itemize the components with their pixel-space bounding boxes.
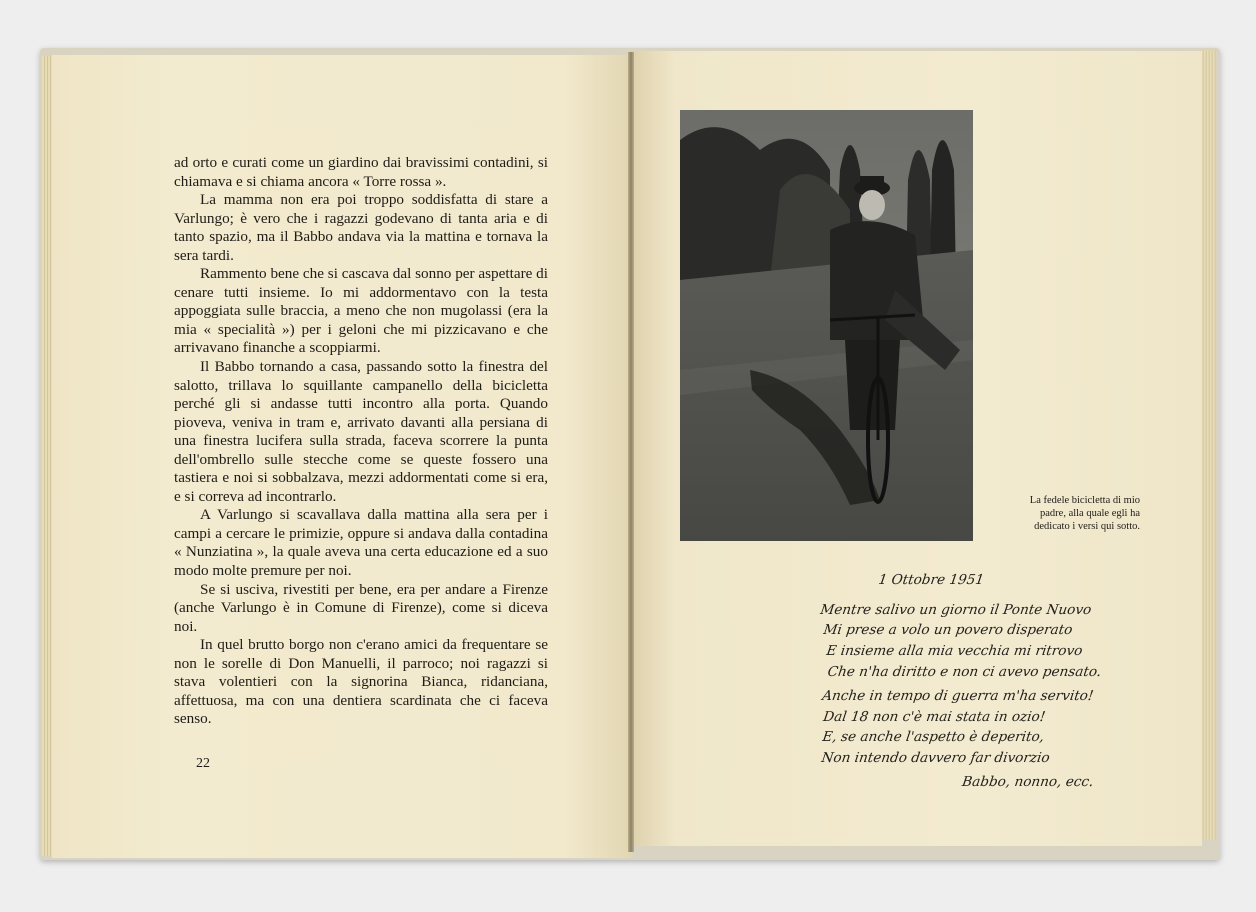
verse-line: Mentre salivo un giorno il Ponte Nuovo (819, 602, 1093, 618)
page-number: 22 (196, 756, 210, 771)
verse-line: Non intendo davvero far divorzio (820, 750, 1051, 766)
paragraph: La mamma non era poi troppo soddisfatta di stare a Varlungo; è vero che i ragazzi godevano di tanta aria e di tanto spazio, ma il Babbo andava via la mattina e tornava la sera tardi. (174, 191, 548, 264)
paragraph: ad orto e curati come un giardino dai bravissimi contadini, si chiamava e si chiama ancora « Torre rossa ». (174, 154, 548, 190)
photo-caption (990, 494, 1140, 533)
body-text (174, 154, 548, 729)
bicycle-photo (680, 110, 973, 541)
paragraph: Rammento bene che si cascava dal sonno per aspettare di cenare tutti insieme. Io mi addormentavo con la testa appoggiata sulle braccia, a meno che non mugolassi (era la mia « specialità ») per i geloni che mi pizzicavano e che arrivavano finanche a scoppiarmi. (174, 265, 548, 357)
verse-line: Dal 18 non c'è mai stata in ozio! (822, 709, 1047, 725)
paragraph: In quel brutto borgo non c'erano amici da frequentare se non le sorelle di Don Manuelli, il parroco; noi ragazzi si stava volentieri con la signorina Bianca, ridanciana, affettuosa, ma con una dentiera scardinata che ci faceva senso. (174, 636, 548, 728)
verse-line: Che n'ha diritto e non ci avevo pensato. (826, 664, 1103, 680)
caption-line: padre, alla quale egli ha (1040, 508, 1140, 519)
book-gutter (628, 52, 634, 852)
verse-signature: Babbo, nonno, ecc. (961, 774, 1095, 790)
handwritten-date: 1 Ottobre 1951 (877, 572, 986, 588)
verse-line: E, se anche l'aspetto è deperito, (821, 729, 1046, 745)
verse-line: Anche in tempo di guerra m'ha servito! (821, 688, 1095, 704)
verse-line: Mi prese a volo un povero disperato (822, 622, 1074, 638)
paragraph: Se si usciva, rivestiti per bene, era per andare a Firenze (anche Varlungo è in Comune di Firenze), come si diceva noi. (174, 580, 548, 635)
caption-line: La fedele bicicletta di mio (1029, 495, 1140, 506)
caption-line: dedicato i versi qui sotto. (1034, 521, 1140, 532)
verse-line: E insieme alla mia vecchia mi ritrovo (825, 643, 1084, 659)
page-edges-right (1200, 50, 1216, 840)
paragraph: Il Babbo tornando a casa, passando sotto la finestra del salotto, trillava lo squillante campanello della bicicletta perché gli si andasse tutti incontro alla porta. Quando pioveva, veniva in tram e, arrivato davanti alla persiana di una finestra lucifera sulla strada, faceva scorrere la punta dell'ombrello sulle stecche come se queste fossero una tastiera e noi si sobbalzava, mezzi addormentati come si era, e si correva ad incontrarlo. (174, 358, 548, 505)
photo-illustration (680, 110, 973, 541)
paragraph: A Varlungo si scavallava dalla mattina alla sera per i campi a cercare le primizie, oppure si andava dalla contadina « Nunziatina », la quale aveva una certa educazione ed a suo modo molte premure per noi. (174, 506, 548, 580)
